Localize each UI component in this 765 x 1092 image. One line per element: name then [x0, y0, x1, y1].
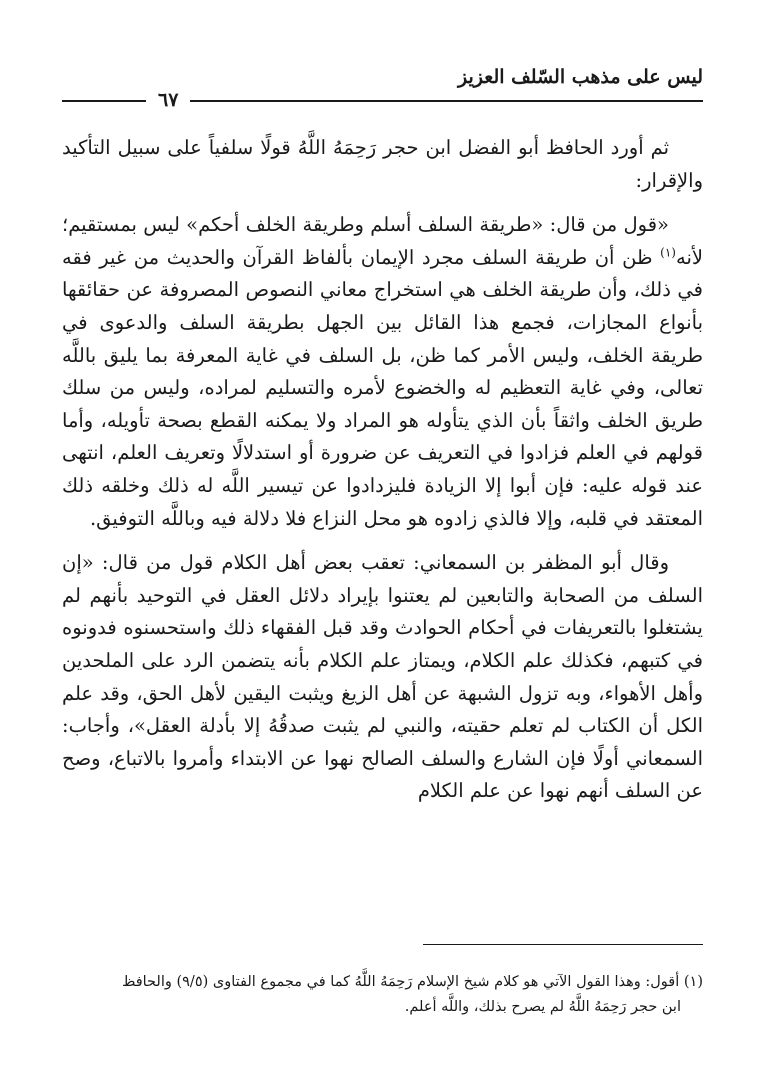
main-text: [62, 132, 703, 808]
page-number: ٦٧: [146, 88, 190, 112]
paragraph-quote: [62, 209, 703, 535]
footnote-reference: (١): [660, 245, 676, 260]
footnote-line-1: (١) أقول: وهذا القول الآتي هو كلام شيخ الإسلام رَحِمَهُ اللَّهُ كما في مجموع الفتاوى (٩/٥) والحافظ: [121, 974, 703, 990]
paragraph-intro: ثم أورد الحافظ أبو الفضل ابن حجر رَحِمَهُ اللَّهُ قولًا سلفياً على سبيل التأكيد والإقرار:: [62, 136, 703, 192]
quote-body: ظن أن طريقة السلف مجرد الإيمان بألفاظ القرآن والحديث من غير فقه في ذلك، وأن طريقة الخلف هي استخراج معاني النصوص المصروفة عن حقائقها بأنواع المجازات، فجمع هذا القائل بين الجهل بطريقة السلف والدعوى في طريقة الخلف، وليس الأمر كما ظن، بل السلف في غاية المعرفة بما يليق باللَّه تعالى، وفي غاية التعظيم له والخضوع لأمره والتسليم لمراده، وليس من سلك طريق الخلف واثقاً بأن الذي يتأوله هو المراد ولا يمكنه القطع بصحة تأويله، وأما قولهم في العلم فزادوا في التعريف عن ضرورة أو استدلالًا وتعريف العلم، انتهى عند قوله عليه: فإن أبوا إلا الزيادة فليزدادوا عن تيسير اللَّه له ذلك وخلقه ذلك المعتقد في قلبه، وإلا فالذي زادوه هو محل النزاع فلا دلالة فيه وباللَّه التوفيق.: [62, 245, 704, 530]
footnote-line-2: ابن حجر رَحِمَهُ اللَّهُ لم يصرح بذلك، واللَّه أعلم.: [404, 999, 681, 1015]
running-header-title: ليس على مذهب السّلف العزيز: [458, 66, 703, 88]
footnotes: [62, 970, 703, 1020]
paragraph-samani: وقال أبو المظفر بن السمعاني: تعقب بعض أهل الكلام قول من قال: «إن السلف من الصحابة والتابعين لم يعتنوا بإيراد دلائل العقل في التوحيد بأنهم لم يشتغلوا بالتعريفات في أحكام الحوادث وقد قبل الفقهاء ذلك واستحسنوه فدونوه في كتبهم، فكذلك علم الكلام، ويمتاز علم الكلام بأنه يتضمن الرد على الملحدين وأهل الأهواء، وبه تزول الشبهة عن أهل الزيغ ويثبت اليقين لأهل الحق، وقد علم الكل أن الكتاب لم تعلم حقيته، والنبي لم يثبت صدقُهُ إلا بأدلة العقل»، وأجاب: السمعاني أولًا فإن الشارع والسلف الصالح نهوا عن الابتداء وأمروا بالاتباع، وصح عن السلف أنهم نهوا عن علم الكلام: [62, 551, 703, 803]
footnote-separator: [423, 944, 703, 945]
quote-opening: «قول من قال: «طريقة السلف أسلم وطريقة الخلف أحكم» ليس بمستقيم؛ لأنه: [62, 213, 703, 269]
